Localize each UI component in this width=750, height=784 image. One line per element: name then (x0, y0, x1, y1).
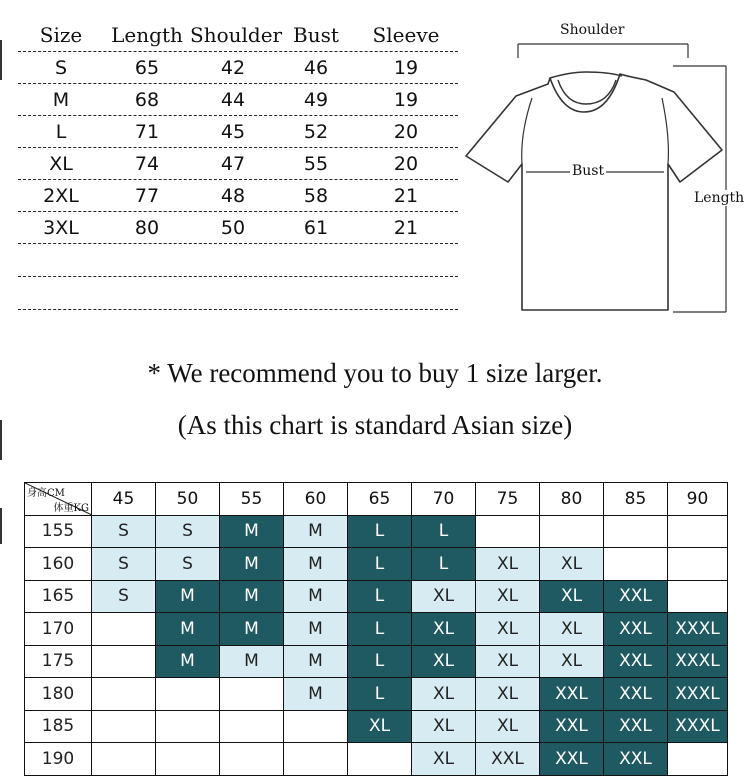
size-cell: XXXL (668, 678, 728, 711)
size-cell: XL (412, 743, 476, 776)
size-cell: XXXL (668, 613, 728, 646)
size-cell: M (220, 548, 284, 581)
size-cell (92, 678, 156, 711)
grid-row (25, 515, 728, 548)
size-table-cell: 49 (303, 88, 329, 111)
size-table-cell: 42 (220, 56, 246, 79)
weight-header-cell: 65 (348, 483, 412, 516)
size-cell: M (220, 515, 284, 548)
size-cell: XL (540, 645, 604, 678)
size-cell (604, 515, 668, 548)
size-cell (284, 743, 348, 776)
size-cell: XL (412, 678, 476, 711)
weight-kg-label: 体重KG (53, 502, 89, 514)
weight-header-cell: 45 (92, 483, 156, 516)
weight-header-cell: 70 (412, 483, 476, 516)
size-table-cell: 55 (303, 152, 329, 175)
size-table-cell: 50 (220, 216, 246, 239)
size-cell (668, 515, 728, 548)
size-table-cell: XL (49, 152, 73, 175)
size-cell: L (348, 548, 412, 581)
size-cell: XL (540, 580, 604, 613)
size-table-header-row (18, 18, 458, 52)
size-cell: M (156, 645, 220, 678)
size-cell: XXL (604, 613, 668, 646)
size-cell (604, 548, 668, 581)
size-cell: XL (476, 548, 540, 581)
size-cell: M (284, 515, 348, 548)
grid-row (25, 580, 728, 613)
size-table-cell: 74 (134, 152, 160, 175)
size-table-row (18, 212, 458, 244)
size-table-cell: 20 (393, 120, 419, 143)
height-weight-size-grid (24, 482, 728, 776)
size-table-cell: 3XL (43, 216, 79, 239)
size-cell: XL (412, 580, 476, 613)
weight-header-cell: 90 (668, 483, 728, 516)
grid-row (25, 548, 728, 581)
size-cell: XL (412, 710, 476, 743)
size-cell (92, 613, 156, 646)
size-cell: S (156, 548, 220, 581)
grid-row (25, 613, 728, 646)
size-cell: M (284, 580, 348, 613)
size-cell (156, 710, 220, 743)
edge-mark (0, 40, 2, 80)
size-cell: M (284, 613, 348, 646)
size-table-row (18, 148, 458, 180)
size-table-cell: 19 (393, 56, 419, 79)
size-cell: XXXL (668, 645, 728, 678)
height-cell: 170 (25, 613, 92, 646)
size-measurement-table (18, 18, 458, 310)
header-bust: Bust (293, 22, 339, 47)
size-table-cell: 44 (220, 88, 246, 111)
size-cell: M (220, 613, 284, 646)
asian-size-note: (As this chart is standard Asian size) (177, 410, 573, 440)
height-cell: 185 (25, 710, 92, 743)
size-cell: L (348, 645, 412, 678)
size-cell: XXL (604, 743, 668, 776)
size-cell (220, 678, 284, 711)
size-table-cell: S (54, 56, 68, 79)
size-cell: XXL (604, 645, 668, 678)
size-table-cell: 20 (393, 152, 419, 175)
size-table-cell: 46 (303, 56, 329, 79)
size-cell: L (348, 580, 412, 613)
size-cell: M (156, 580, 220, 613)
weight-header-cell: 60 (284, 483, 348, 516)
height-cell: 160 (25, 548, 92, 581)
size-table-cell: 21 (393, 216, 419, 239)
header-sleeve: Sleeve (372, 22, 440, 47)
size-table-row (18, 116, 458, 148)
size-table-cell: 77 (134, 184, 160, 207)
weight-header-cell: 85 (604, 483, 668, 516)
length-label: Length (694, 190, 745, 206)
size-cell: XL (348, 710, 412, 743)
edge-mark (0, 508, 2, 544)
size-cell (220, 743, 284, 776)
shoulder-label: Shoulder (560, 22, 625, 38)
size-cell: XL (412, 613, 476, 646)
size-cell: L (412, 548, 476, 581)
size-cell: XXXL (668, 710, 728, 743)
weight-header-cell: 75 (476, 483, 540, 516)
size-cell (540, 515, 604, 548)
size-cell (220, 710, 284, 743)
size-table-cell: 21 (393, 184, 419, 207)
grid-row (25, 645, 728, 678)
height-cell: 165 (25, 580, 92, 613)
size-cell: S (92, 548, 156, 581)
size-table-cell: 19 (393, 88, 419, 111)
height-cell: 155 (25, 515, 92, 548)
size-cell: XL (540, 613, 604, 646)
size-table-row (18, 84, 458, 116)
size-cell: XXL (604, 678, 668, 711)
header-size: Size (39, 22, 83, 47)
height-cell: 190 (25, 743, 92, 776)
size-cell (348, 743, 412, 776)
size-cell: M (284, 645, 348, 678)
grid-header-row (25, 483, 728, 516)
weight-header-cell: 50 (156, 483, 220, 516)
header-length: Length (111, 22, 183, 47)
size-cell: XL (476, 710, 540, 743)
size-cell: S (92, 580, 156, 613)
size-cell (156, 743, 220, 776)
size-cell: XL (476, 613, 540, 646)
size-cell: L (348, 515, 412, 548)
size-cell (92, 743, 156, 776)
size-table-empty-row (18, 244, 458, 277)
weight-header-cell: 80 (540, 483, 604, 516)
size-cell (476, 515, 540, 548)
size-cell (156, 678, 220, 711)
size-cell: XL (412, 645, 476, 678)
size-cell: XL (476, 645, 540, 678)
size-cell (92, 710, 156, 743)
height-cell: 180 (25, 678, 92, 711)
size-table-cell: 52 (303, 120, 329, 143)
size-table-cell: 47 (220, 152, 246, 175)
size-cell (284, 710, 348, 743)
size-cell: XXL (476, 743, 540, 776)
grid-row (25, 678, 728, 711)
size-table-cell: L (55, 120, 67, 143)
size-table-cell: 80 (134, 216, 160, 239)
size-table-empty-row (18, 277, 458, 310)
size-cell (668, 580, 728, 613)
grid-row (25, 710, 728, 743)
size-cell (668, 743, 728, 776)
size-cell: XXL (604, 710, 668, 743)
height-cm-label: 身高CM (27, 488, 65, 499)
size-cell: L (348, 613, 412, 646)
header-shoulder: Shoulder (190, 22, 283, 47)
size-table-cell: 58 (303, 184, 329, 207)
size-table-cell: 2XL (43, 184, 79, 207)
size-recommendation-note: * We recommend you to buy 1 size larger. (147, 358, 603, 388)
height-cell: 175 (25, 645, 92, 678)
size-cell: M (284, 548, 348, 581)
size-table-row (18, 180, 458, 212)
size-cell: XXL (540, 743, 604, 776)
size-cell: XXL (540, 710, 604, 743)
size-cell: L (412, 515, 476, 548)
corner-cell (25, 483, 92, 516)
size-cell: XXL (540, 678, 604, 711)
size-table-row (18, 52, 458, 84)
size-cell: XL (476, 678, 540, 711)
bust-label: Bust (572, 163, 605, 179)
grid-row (25, 743, 728, 776)
weight-header-cell: 55 (220, 483, 284, 516)
size-cell: S (156, 515, 220, 548)
size-cell: S (92, 515, 156, 548)
size-cell: XL (540, 548, 604, 581)
size-cell: M (284, 678, 348, 711)
tshirt-diagram (458, 14, 750, 324)
size-table-cell: 65 (134, 56, 160, 79)
size-table-cell: 71 (134, 120, 160, 143)
size-table-cell: 68 (134, 88, 160, 111)
size-table-cell: 45 (220, 120, 246, 143)
size-cell: M (220, 645, 284, 678)
size-cell (92, 645, 156, 678)
size-table-cell: 61 (303, 216, 329, 239)
size-table-cell: 48 (220, 184, 246, 207)
size-table-cell: M (52, 88, 70, 111)
size-cell: L (348, 678, 412, 711)
size-cell: M (220, 580, 284, 613)
size-cell: M (156, 613, 220, 646)
size-cell: XL (476, 580, 540, 613)
size-cell (668, 548, 728, 581)
size-cell: XXL (604, 580, 668, 613)
